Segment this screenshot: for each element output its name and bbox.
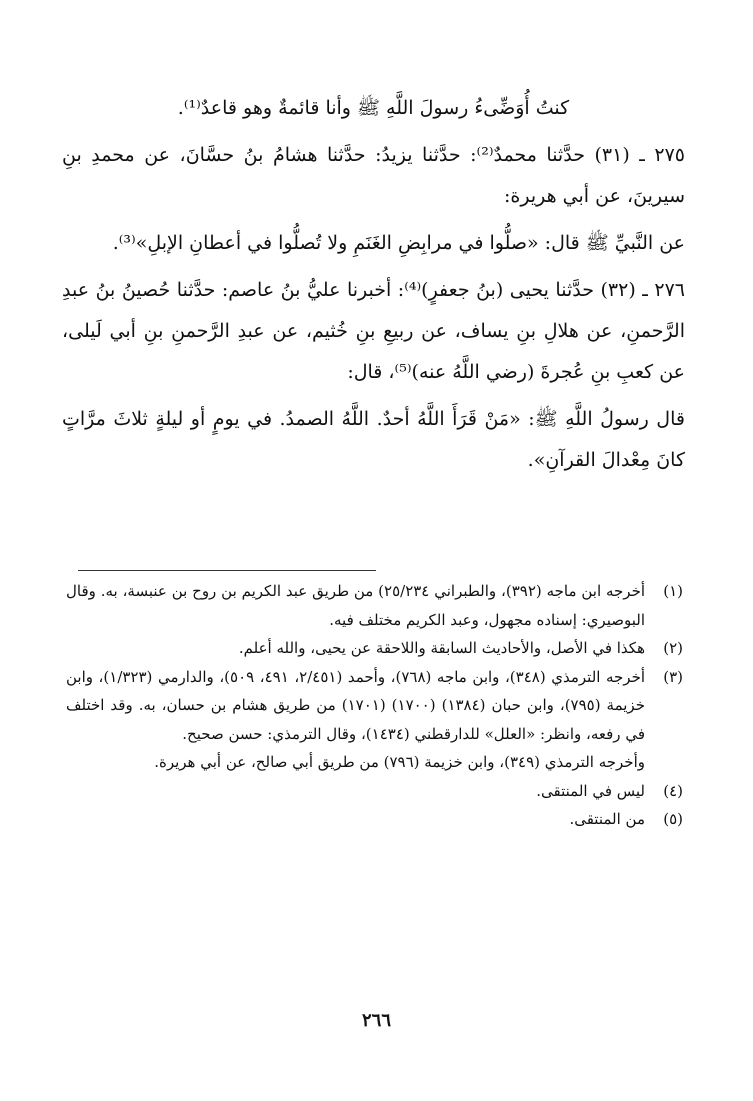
footnote-text: أخرجه الترمذي (٣٤٨)، وابن ماجه (٧٦٨)، وأحمد (٢/٤٥١، ٤٩١، ٥٠٩)، والدارمي (١/٣٢٣)، وابن خزيمة (٧٩٥)، وابن حبان (١٣٨٤) (١٧٠٠) (١٧٠١) من طريق هشام بن حسان، به. وقد اختلف في رفعه، وانظر: «العلل» للدارقطني (١٤٣٤)، وقال الترمذي: حسن صحيح. <box>66 667 646 743</box>
footnote-text: ليس في المنتقى. <box>536 781 645 800</box>
footnote-text: أخرجه ابن ماجه (٣٩٢)، والطبراني ٢٥/٢٣٤) من طريق عبد الكريم بن روح بن عنبسة، به. وقال البوصيري: إسناده مجهول، وعبد الكريم مختلف فيه. <box>66 582 646 629</box>
page-number: ٢٦٦ <box>361 1010 391 1031</box>
footnote-text: وأخرجه الترمذي (٣٤٩)، وابن خزيمة (٧٩٦) من طريق أبي صالح، عن أبي هريرة. <box>154 753 645 771</box>
footnote-divider <box>78 570 376 571</box>
footnote-number: (١) <box>663 582 683 600</box>
footnotes-block <box>66 577 683 834</box>
footnote-2 <box>66 634 683 663</box>
footnote-number: (٢) <box>663 639 683 657</box>
hadith-276-matn: قال رسولُ اللَّهِ ﷺ: «مَنْ قَرَأَ اللَّهُ أحدٌ. اللَّهُ الصمدُ. في يومٍ أو ليلةٍ ثلاثَ مرَّاتٍ كانَ مِعْدالَ القرآنِ». <box>62 408 685 471</box>
hadith-275-matn: عن النَّبيِّ ﷺ قال: «صلُّوا في مرابِضِ الغَنَمِ ولا تُصلُّوا في أعطانِ الإبلِ»⁽³⁾. <box>112 232 685 254</box>
footnote-3-continuation <box>66 748 683 777</box>
main-text-block <box>62 88 685 481</box>
footnote-number: (٥) <box>663 810 683 828</box>
hadith-276-isnad: ٢٧٦ ـ (٣٢) حدَّثنا يحيى (بنُ جعفرٍ)⁽⁴⁾: أخبرنا عليُّ بنُ عاصم: حدَّثنا حُصينُ بنُ عبدِ الرَّحمنِ، عن هلالِ بنِ يساف، عن ربيعِ بنِ خُثيم، عن عبدِ الرَّحمنِ بنِ أبي لَيلى، عن كعبِ بنِ عُجرةَ (رضي اللَّهُ عنه)⁽⁵⁾، قال: <box>62 279 685 383</box>
text-line-opening: كنتُ أُوَضِّىءُ رسولَ اللَّهِ ﷺ وأنا قائمةٌ وهو قاعدٌ⁽¹⁾. <box>177 97 570 119</box>
footnote-number: (٤) <box>663 781 683 800</box>
footnote-3 <box>66 663 683 749</box>
footnote-4 <box>66 777 683 806</box>
footnote-text: هكذا في الأصل، والأحاديث السابقة واللاحقة عن يحيى، والله أعلم. <box>238 639 645 657</box>
footnote-5 <box>66 805 683 834</box>
footnote-text: من المنتقى. <box>569 810 645 828</box>
footnote-1 <box>66 577 683 634</box>
hadith-275-isnad: ٢٧٥ ـ (٣١) حدَّثنا محمدٌ⁽²⁾: حدَّثنا يزيدُ: حدَّثنا هشامُ بنُ حسَّانَ، عن محمدِ بنِ سيرينَ، عن أبي هريرة: <box>62 144 686 207</box>
footnote-number: (٣) <box>663 667 683 686</box>
